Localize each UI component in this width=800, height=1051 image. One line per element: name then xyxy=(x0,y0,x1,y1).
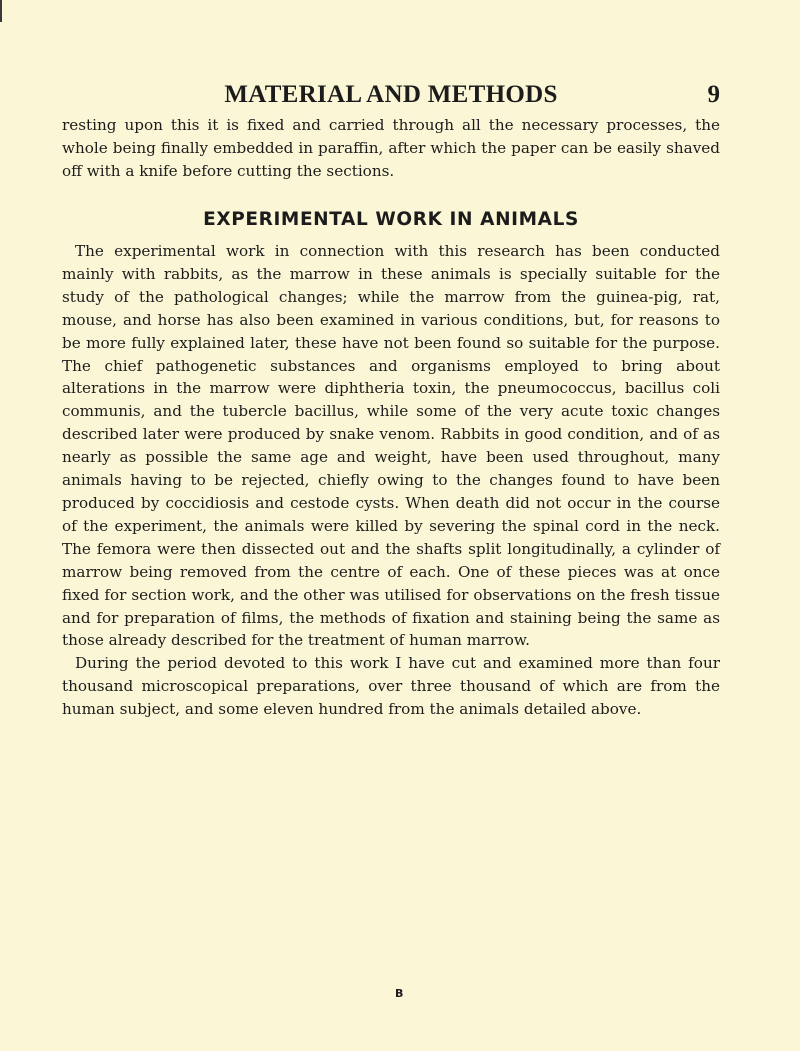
body-paragraph: During the period devoted to this work I have cut and examined more than four thousand microscopical preparations, over three thousand of which are from the human subject, and some eleven hundred from the animals detailed above. xyxy=(62,654,720,719)
page-number: 9 xyxy=(707,81,720,108)
section-body xyxy=(62,240,720,721)
intro-paragraph-block xyxy=(62,114,720,183)
intro-paragraph: resting upon this it is fixed and carried through all the necessary processes, the whole being finally embedded in paraffin, after which the paper can be easily shaved off with a knife before cutting the sections. xyxy=(62,116,720,180)
body-paragraph: The experimental work in connection with this research has been conducted mainly with rabbits, as the marrow in these animals is specially suitable for the study of the pathological changes; while the marrow from the guinea-pig, rat, mouse, and horse has also been examined in various conditions, but, for reasons to be more fully explained later, these have not been found so suitable for the purpose. The chief pathogenetic substances and organisms employed to bring about alterations in the marrow were diphtheria toxin, the pneumococcus, bacillus coli communis, and the tubercle bacillus, while some of the very acute toxic changes described later were produced by snake venom. Rabbits in good condition, and of as nearly as possible the same age and weight, have been used throughout, many animals having to be rejected, chiefly owing to the changes found to have been produced by coccidiosis and cestode cysts. When death did not occur in the course of the experiment, the animals were killed by severing the spinal cord in the neck. The femora were then dissected out and the shafts split longitudinally, a cylinder of marrow being removed from the centre of each. One of these pieces was at once fixed for section work, and the other was utilised for observations on the fresh tissue and for preparation of films, the methods of fixation and staining being the same as those already described for the treatment of human marrow. xyxy=(62,242,720,650)
running-title: MATERIAL AND METHODS xyxy=(224,81,558,108)
running-head xyxy=(62,80,720,110)
signature-mark: B xyxy=(395,987,404,1000)
page-edge-line xyxy=(0,0,2,22)
section-heading: EXPERIMENTAL WORK IN ANIMALS xyxy=(203,209,579,230)
